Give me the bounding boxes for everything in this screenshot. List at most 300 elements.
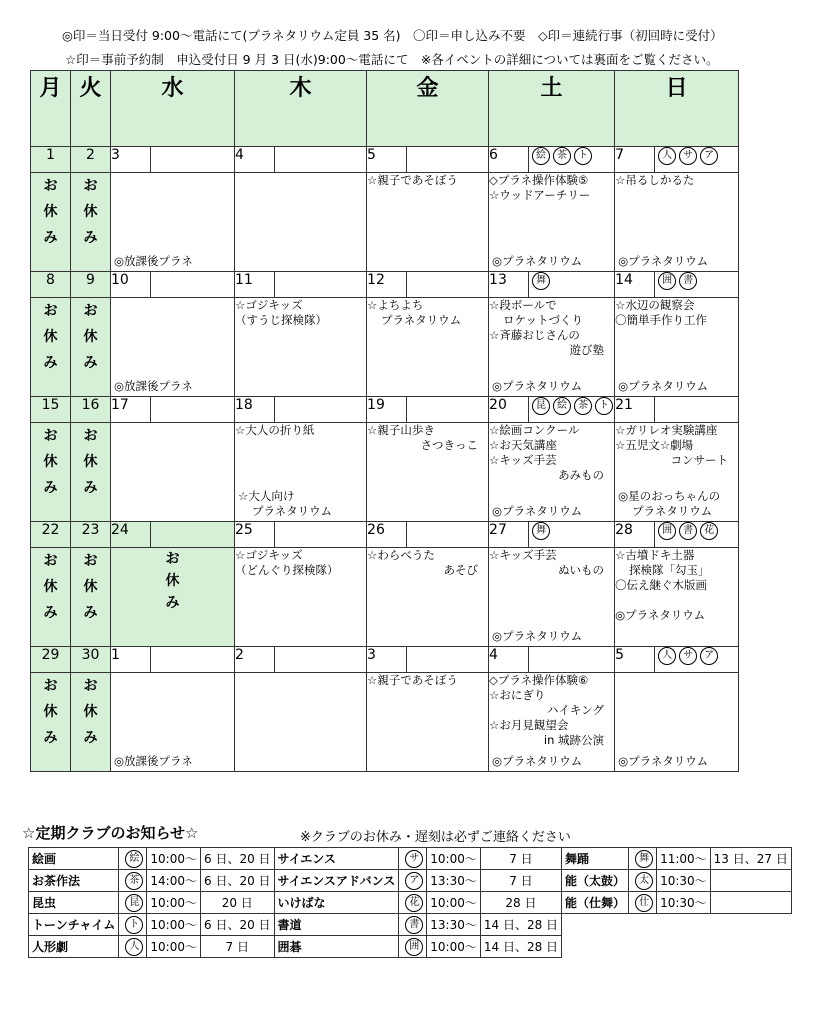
event-line: あみもの xyxy=(558,468,605,482)
event-cell xyxy=(615,173,739,272)
event-bottom xyxy=(618,379,708,394)
event-line: ☆キッズ手芸 xyxy=(489,453,557,467)
closed-label: み xyxy=(43,730,58,746)
club-badges xyxy=(407,647,489,673)
club-time: 13:30～ xyxy=(427,914,481,936)
event-line: ◎プラネタリウム xyxy=(615,608,706,622)
club-time: 10:00～ xyxy=(147,848,201,870)
closed-label: み xyxy=(43,355,58,371)
club-badges xyxy=(275,147,367,173)
club-badges xyxy=(655,272,739,298)
club-time: 10:00～ xyxy=(147,892,201,914)
event-line: ◎プラネタリウム xyxy=(492,379,583,393)
club-days: 14 日、28 日 xyxy=(480,936,561,958)
club-code-icon xyxy=(399,848,427,870)
event-line: ◎プラネタリウム xyxy=(618,754,709,768)
event-line: ☆絵画コンクール xyxy=(489,423,580,437)
club-badge-icon: 舞 xyxy=(635,850,653,868)
club-time: 13:30～ xyxy=(427,870,481,892)
club-name: 書道 xyxy=(274,914,399,936)
event-line: ☆ゴジキッズ xyxy=(235,548,303,562)
day-number: 10 xyxy=(111,272,151,298)
event-cell xyxy=(111,298,235,397)
event-bottom xyxy=(618,254,708,269)
club-badges xyxy=(529,147,615,173)
closed-label: み xyxy=(83,730,98,746)
club-badge-icon: サ xyxy=(405,850,423,868)
closed-cell xyxy=(31,173,71,272)
club-time: 10:00～ xyxy=(427,848,481,870)
week-content-row xyxy=(31,548,739,647)
event-line: ☆キッズ手芸 xyxy=(489,548,557,562)
event-cell xyxy=(235,548,367,647)
club-days: 6 日、20 日 xyxy=(201,914,275,936)
club-time: 10:00～ xyxy=(147,914,201,936)
event-cell xyxy=(615,423,739,522)
club-code-icon xyxy=(399,914,427,936)
club-code-icon xyxy=(629,892,657,914)
week-content-row xyxy=(31,298,739,397)
closed-label: お xyxy=(43,428,58,444)
club-badges xyxy=(655,397,739,423)
calendar-table xyxy=(30,70,739,772)
event-cell xyxy=(235,173,367,272)
event-line: ☆お天気講座 xyxy=(489,438,557,452)
club-days xyxy=(710,870,791,892)
event-cell xyxy=(615,548,739,647)
closed-label: 休 xyxy=(83,704,98,720)
club-badge-icon: 舞 xyxy=(532,272,550,290)
club-badge-icon: 花 xyxy=(405,894,423,912)
club-time: 10:00～ xyxy=(147,936,201,958)
club-badge-icon: ト xyxy=(574,147,592,165)
event-line: 〇伝え継ぐ木版画 xyxy=(615,578,708,592)
day-number: 12 xyxy=(367,272,407,298)
event-bottom xyxy=(492,504,582,519)
club-days: 28 日 xyxy=(480,892,561,914)
event-line: ☆よちよち xyxy=(367,298,424,312)
day-number: 9 xyxy=(71,272,111,298)
closed-cell xyxy=(71,548,111,647)
club-days: 6 日、20 日 xyxy=(201,848,275,870)
event-line: ◇プラネ操作体験⑥ xyxy=(489,673,589,687)
event-line: ◇プラネ操作体験⑤ xyxy=(489,173,589,187)
closed-label: み xyxy=(83,230,98,246)
club-code-icon xyxy=(629,870,657,892)
club-badge-icon: 仕 xyxy=(635,894,653,912)
club-title: ☆定期クラブのお知らせ☆ xyxy=(22,824,199,842)
event-line: ◎プラネタリウム xyxy=(618,379,709,393)
club-badge-icon: 舞 xyxy=(532,522,550,540)
event-line: プラネタリウム xyxy=(632,504,713,518)
club-badge-icon: 絵 xyxy=(532,147,550,165)
closed-cell xyxy=(71,298,111,397)
day-number: 23 xyxy=(71,522,111,548)
club-badge-icon: 書 xyxy=(405,916,423,934)
event-cell xyxy=(235,298,367,397)
closed-label: 休 xyxy=(83,204,98,220)
club-badges xyxy=(529,397,615,423)
day-number: 7 xyxy=(615,147,655,173)
club-badges xyxy=(151,272,235,298)
closed-cell xyxy=(71,423,111,522)
club-code-icon xyxy=(119,914,147,936)
club-name: 能（仕舞） xyxy=(562,892,629,914)
club-badge-icon: 絵 xyxy=(125,850,143,868)
club-badge-icon: 茶 xyxy=(125,872,143,890)
club-name: いけばな xyxy=(274,892,399,914)
closed-cell xyxy=(31,298,71,397)
club-name: 人形劇 xyxy=(29,936,119,958)
event-bottom xyxy=(492,379,582,394)
closed-label: み xyxy=(83,605,98,621)
club-time: 11:00～ xyxy=(657,848,711,870)
club-badges xyxy=(151,397,235,423)
closed-label: お xyxy=(83,178,98,194)
event-line: ☆斉藤おじさんの xyxy=(489,328,580,342)
closed-cell xyxy=(31,423,71,522)
event-line: ☆ガリレオ実験講座 xyxy=(615,423,718,437)
closed-label: み xyxy=(43,480,58,496)
event-line: （どんぐり探検隊） xyxy=(235,563,339,577)
event-cell xyxy=(489,298,615,397)
day-number: 18 xyxy=(235,397,275,423)
club-row xyxy=(29,914,792,936)
event-bottom xyxy=(492,629,582,644)
closed-label: お xyxy=(83,303,98,319)
event-line: 探検隊「勾玉」 xyxy=(629,563,710,577)
event-line: in 城跡公演 xyxy=(543,733,605,747)
week-number-row xyxy=(31,272,739,298)
week-content-row xyxy=(31,423,739,522)
day-number: 26 xyxy=(367,522,407,548)
club-badge-icon: 書 xyxy=(679,522,697,540)
club-days: 14 日、28 日 xyxy=(480,914,561,936)
day-number: 27 xyxy=(489,522,529,548)
day-number: 1 xyxy=(31,147,71,173)
closed-label: 休 xyxy=(43,579,58,595)
club-name: 囲碁 xyxy=(274,936,399,958)
club-name: 絵画 xyxy=(29,848,119,870)
club-badges xyxy=(151,647,235,673)
event-line: ◎放課後プラネ xyxy=(114,754,193,768)
event-cell xyxy=(111,423,235,522)
event-cell xyxy=(367,548,489,647)
event-line: ☆ゴジキッズ xyxy=(235,298,303,312)
event-cell xyxy=(615,298,739,397)
event-bottom xyxy=(492,254,582,269)
closed-label: お xyxy=(43,678,58,694)
event-bottom xyxy=(114,754,193,769)
day-number: 11 xyxy=(235,272,275,298)
event-line: ☆段ボールで xyxy=(489,298,557,312)
weekday-fri: 金 xyxy=(367,71,489,147)
closed-label: お xyxy=(43,178,58,194)
closed-label: 休 xyxy=(83,579,98,595)
weekday-wed: 水 xyxy=(111,71,235,147)
event-line xyxy=(615,593,738,608)
day-number: 3 xyxy=(367,647,407,673)
club-code-icon xyxy=(119,936,147,958)
day-number: 15 xyxy=(31,397,71,423)
closed-label: 休 xyxy=(83,454,98,470)
club-code-icon xyxy=(399,936,427,958)
day-number: 25 xyxy=(235,522,275,548)
club-name: 能（太鼓） xyxy=(562,870,629,892)
note-line-2: ☆印＝事前予約制 申込受付日 9 月 3 日(水)9:00～電話にて ※各イベントの詳細については裏面をご覧ください。 xyxy=(65,52,719,67)
weekday-mon: 月 xyxy=(31,71,71,147)
event-line: ☆親子山歩き xyxy=(367,423,435,437)
event-line: ぬいもの xyxy=(558,563,605,577)
club-badges xyxy=(655,147,739,173)
closed-label: お xyxy=(83,678,98,694)
event-bottom xyxy=(492,754,582,769)
event-line: ◎プラネタリウム xyxy=(492,629,583,643)
club-time: 10:30～ xyxy=(657,870,711,892)
closed-cell xyxy=(31,548,71,647)
club-name: 昆虫 xyxy=(29,892,119,914)
day-number: 19 xyxy=(367,397,407,423)
club-name: お茶作法 xyxy=(29,870,119,892)
club-badge-icon: ア xyxy=(700,647,718,665)
closed-label: み xyxy=(43,230,58,246)
event-line: ◎星のおっちゃんの xyxy=(618,489,721,503)
week-number-row xyxy=(31,522,739,548)
club-badge-icon: 絵 xyxy=(553,397,571,415)
club-badges xyxy=(529,522,615,548)
club-days: 7 日 xyxy=(201,936,275,958)
club-name: サイエンスアドバンス xyxy=(274,870,399,892)
club-badge-icon: 昆 xyxy=(125,894,143,912)
club-time: 10:00～ xyxy=(427,892,481,914)
day-number: 16 xyxy=(71,397,111,423)
club-badge-icon: 茶 xyxy=(574,397,592,415)
club-badge-icon: 人 xyxy=(658,147,676,165)
club-name: トーンチャイム xyxy=(29,914,119,936)
club-time: 14:00～ xyxy=(147,870,201,892)
closed-cell xyxy=(71,173,111,272)
club-badge-icon: サ xyxy=(679,647,697,665)
event-bottom xyxy=(618,754,708,769)
club-badges xyxy=(407,522,489,548)
club-row xyxy=(29,892,792,914)
event-line: ロケットづくり xyxy=(503,313,583,327)
note-line-1: ◎印＝当日受付 9:00～電話にて(プラネタリウム定員 35 名) 〇印＝申し込み不要 ◇印＝連続行事（初回時に受付） xyxy=(62,28,723,43)
day-number: 5 xyxy=(367,147,407,173)
closed-label: お xyxy=(83,428,98,444)
club-days: 13 日、27 日 xyxy=(710,848,791,870)
day-number: 14 xyxy=(615,272,655,298)
day-number: 17 xyxy=(111,397,151,423)
day-number: 2 xyxy=(71,147,111,173)
event-cell xyxy=(489,173,615,272)
event-line: ◎プラネタリウム xyxy=(492,254,583,268)
day-number: 24 xyxy=(111,522,151,548)
event-bottom xyxy=(114,379,193,394)
event-line: ☆ウッドアーチリー xyxy=(489,188,591,202)
closed-label: 休 xyxy=(165,573,180,589)
club-table xyxy=(28,847,792,958)
day-number: 29 xyxy=(31,647,71,673)
event-line: ◎プラネタリウム xyxy=(492,504,583,518)
club-days: 6 日、20 日 xyxy=(201,870,275,892)
closed-label: 休 xyxy=(43,329,58,345)
weekday-header-row xyxy=(31,71,739,147)
club-badge-icon: 書 xyxy=(679,272,697,290)
weekday-thu: 木 xyxy=(235,71,367,147)
closed-label: 休 xyxy=(43,204,58,220)
club-name: 舞踊 xyxy=(562,848,629,870)
day-number: 30 xyxy=(71,647,111,673)
club-code-icon xyxy=(119,892,147,914)
club-days: 7 日 xyxy=(480,870,561,892)
event-line: ☆わらべうた xyxy=(367,548,435,562)
club-badge-icon: ア xyxy=(700,147,718,165)
club-code-icon xyxy=(399,892,427,914)
club-badge-icon: ア xyxy=(405,872,423,890)
club-badges xyxy=(407,397,489,423)
event-line: プラネタリウム xyxy=(381,313,462,327)
day-number: 22 xyxy=(31,522,71,548)
closed-label: お xyxy=(83,553,98,569)
club-badge-icon: 囲 xyxy=(658,522,676,540)
closed-label: 休 xyxy=(83,329,98,345)
event-cell xyxy=(111,173,235,272)
event-cell xyxy=(615,673,739,772)
club-badges xyxy=(151,522,235,548)
club-badge-icon: 茶 xyxy=(553,147,571,165)
club-badges xyxy=(407,272,489,298)
week-number-row xyxy=(31,147,739,173)
event-line: ☆親子であそぼう xyxy=(367,173,458,187)
event-cell xyxy=(489,423,615,522)
closed-cell xyxy=(71,673,111,772)
event-line: コンサート xyxy=(670,453,729,467)
weekday-sat: 土 xyxy=(489,71,615,147)
week-number-row xyxy=(31,647,739,673)
event-line: ☆吊るしかるた xyxy=(615,173,695,187)
event-line: ◎放課後プラネ xyxy=(114,254,193,268)
club-row xyxy=(29,848,792,870)
club-code-icon xyxy=(119,870,147,892)
event-line: さつきっこ xyxy=(420,438,479,452)
club-badge-icon: サ xyxy=(679,147,697,165)
day-number: 5 xyxy=(615,647,655,673)
event-line: ◎放課後プラネ xyxy=(114,379,193,393)
club-badge-icon: 人 xyxy=(125,938,143,956)
event-line: ◎プラネタリウム xyxy=(492,754,583,768)
club-badge-icon: 花 xyxy=(700,522,718,540)
club-code-icon xyxy=(629,848,657,870)
day-number: 21 xyxy=(615,397,655,423)
day-number: 4 xyxy=(489,647,529,673)
event-cell xyxy=(367,173,489,272)
club-badges xyxy=(407,147,489,173)
event-cell xyxy=(367,298,489,397)
club-badge-icon: 太 xyxy=(635,872,653,890)
event-cell xyxy=(489,673,615,772)
event-line: あそび xyxy=(443,563,479,577)
club-badge-icon: 囲 xyxy=(405,938,423,956)
event-line: ☆古墳ドキ土器 xyxy=(615,548,695,562)
club-days xyxy=(710,892,791,914)
club-badges xyxy=(275,647,367,673)
club-badges xyxy=(655,647,739,673)
weekday-sun: 日 xyxy=(615,71,739,147)
club-row xyxy=(29,870,792,892)
event-line: 遊び塾 xyxy=(569,343,605,357)
closed-label: 休 xyxy=(43,454,58,470)
club-badges xyxy=(529,647,615,673)
club-note: ※クラブのお休み・遅刻は必ずご連絡ください xyxy=(300,830,571,845)
club-badges xyxy=(655,522,739,548)
event-cell xyxy=(235,673,367,772)
event-cell xyxy=(489,548,615,647)
day-number: 1 xyxy=(111,647,151,673)
event-line: プラネタリウム xyxy=(252,504,333,518)
club-days: 7 日 xyxy=(480,848,561,870)
week-number-row xyxy=(31,397,739,423)
closed-label: お xyxy=(165,551,180,567)
event-cell xyxy=(367,423,489,522)
closed-label: 休 xyxy=(43,704,58,720)
event-line: 〇簡単手作り工作 xyxy=(615,313,708,327)
club-badges xyxy=(275,272,367,298)
club-badge-icon: 囲 xyxy=(658,272,676,290)
club-name: サイエンス xyxy=(274,848,399,870)
club-badges xyxy=(529,272,615,298)
day-number: 4 xyxy=(235,147,275,173)
club-badge-icon: 人 xyxy=(658,647,676,665)
day-number: 3 xyxy=(111,147,151,173)
club-row xyxy=(29,936,792,958)
event-cell xyxy=(367,673,489,772)
event-bottom xyxy=(618,489,720,519)
day-number: 13 xyxy=(489,272,529,298)
closed-label: お xyxy=(43,303,58,319)
day-number: 6 xyxy=(489,147,529,173)
club-days: 20 日 xyxy=(201,892,275,914)
event-line: ☆お月見観望会 xyxy=(489,718,569,732)
event-line: ☆おにぎり xyxy=(489,688,546,702)
club-code-icon xyxy=(119,848,147,870)
club-time: 10:30～ xyxy=(657,892,711,914)
day-number: 20 xyxy=(489,397,529,423)
event-cell xyxy=(235,423,367,522)
event-line: ☆五児文☆劇場 xyxy=(615,438,694,452)
closed-label: み xyxy=(165,595,180,611)
event-bottom xyxy=(238,489,332,519)
club-badges xyxy=(151,147,235,173)
closed-label: み xyxy=(83,480,98,496)
day-number: 28 xyxy=(615,522,655,548)
closed-cell xyxy=(111,548,235,647)
closed-cell xyxy=(31,673,71,772)
club-badge-icon: 昆 xyxy=(532,397,550,415)
event-line: ☆大人の折り紙 xyxy=(235,423,315,437)
event-line: （すうじ探検隊） xyxy=(235,313,328,327)
club-code-icon xyxy=(399,870,427,892)
closed-label: お xyxy=(43,553,58,569)
week-content-row xyxy=(31,673,739,772)
club-time: 10:00～ xyxy=(427,936,481,958)
weekday-tue: 火 xyxy=(71,71,111,147)
week-content-row xyxy=(31,173,739,272)
event-cell xyxy=(111,673,235,772)
club-badges xyxy=(275,522,367,548)
day-number: 2 xyxy=(235,647,275,673)
event-line: ◎プラネタリウム xyxy=(618,254,709,268)
